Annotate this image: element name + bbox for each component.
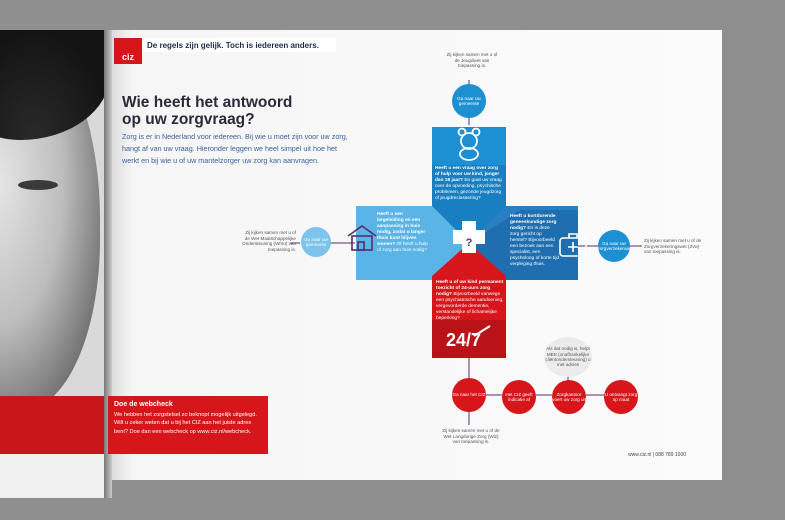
intro-text: Zorg is er in Nederland voor iedereen. Bij wie u moet zijn voor uw zorg, hangt af van uw vraag. Hieronder leggen we heel simpel uit hoe het werkt en bij wie u of uw mantelzorger uw zorg kan aanvragen. xyxy=(122,132,348,165)
webcheck-body: We hebben het zorgstelsel zo beknopt mogelijk uitgelegd. Wilt u zeker weten dat u bij het CIZ aan het juiste adres bent? Doe dan een webcheck op www.ciz.nl/webcheck. xyxy=(114,412,257,435)
top-detail: En gaat uw vraag over de opvoeding, psychische problemen, gezonde jeugdzorg of jeugdreclassering? xyxy=(435,178,502,201)
right-question: Heeft u kortdurende geneeskundige zorg nodig? xyxy=(510,214,557,231)
tagline: De regels zijn gelijk. Toch is iedereen anders. xyxy=(142,38,336,52)
right-arm-text xyxy=(510,214,560,268)
bottom-arm-text xyxy=(436,280,504,322)
center-question-mark: ? xyxy=(465,237,473,249)
top-action-circle: Ga naar uw gemeente xyxy=(452,84,486,118)
bottom-note: Zij kijken samen met u of de Wet Langdurige Zorg (Wlz) van toepassing is. xyxy=(442,428,500,445)
left-detail: Of heeft u hulp of zorg aan huis nodig? xyxy=(377,242,428,253)
flow-step-1: Het CIZ geeft indicatie af xyxy=(502,380,536,414)
top-question: Heeft u een vraag over zorg of hulp voor uw kind, jonger dan 18 jaar? xyxy=(435,166,500,183)
bottom-action-circle: Ga naar het CIZ xyxy=(452,378,486,412)
webcheck-title: Doe de webcheck xyxy=(114,401,173,408)
bottom-question: Heeft u of uw kind permanent toezicht of 24-uurs zorg nodig? xyxy=(436,280,504,297)
bottom-detail: Bijvoorbeeld vanwege een psychiatrische aandoening, vergevorderde dementie, verstandelijke of lichamelijke beperking? xyxy=(436,292,504,321)
top-arm-text xyxy=(435,166,503,202)
left-note: Zij kijken samen met u of de Wet Maatschappelijke Ondersteuning (Wmo) van toepassing is. xyxy=(242,230,296,252)
flow-step-2: Zorgkantoor voert uw zorg uit xyxy=(552,380,586,414)
title-line-2: op uw zorgvraag? xyxy=(122,111,255,128)
title-line-1: Wie heeft het antwoord xyxy=(122,94,293,111)
left-arm-text xyxy=(377,212,429,254)
right-note: Zij kijken samen met u of de Zorgverzekeringswet (Zvw) van toepassing is. xyxy=(644,238,702,255)
footer-contact: www.ciz.nl | 088 789 1000 xyxy=(628,452,687,458)
left-question: Heeft u een begeleiding en een aanpassing in huis nodig, zodat u langer thuis kunt blijven wonen? xyxy=(377,212,426,247)
right-action-circle: Ga naar uw zorgverzekeraar xyxy=(598,230,630,262)
right-detail: En is deze zorg gericht op herstel? Bijvoorbeeld een bezoek aan een specialist, een psycholoog of korte tijd verpleging thuis. xyxy=(510,226,560,267)
top-note: Zij kijken samen met u of de Jeugdwet van toepassing is. xyxy=(446,52,498,69)
mee-note-circle: Als dat nodig is, helpt MEE (onafhankelijke cliëntondersteuning) u met advies xyxy=(544,337,592,377)
flow-step-3: U ontvangt zorg op maat xyxy=(604,380,638,414)
left-action-circle: Ga naar uw gemeente xyxy=(301,227,331,257)
ciz-logo: ciz xyxy=(114,38,142,64)
twenty-four-seven-label: 24/7 xyxy=(446,330,482,350)
